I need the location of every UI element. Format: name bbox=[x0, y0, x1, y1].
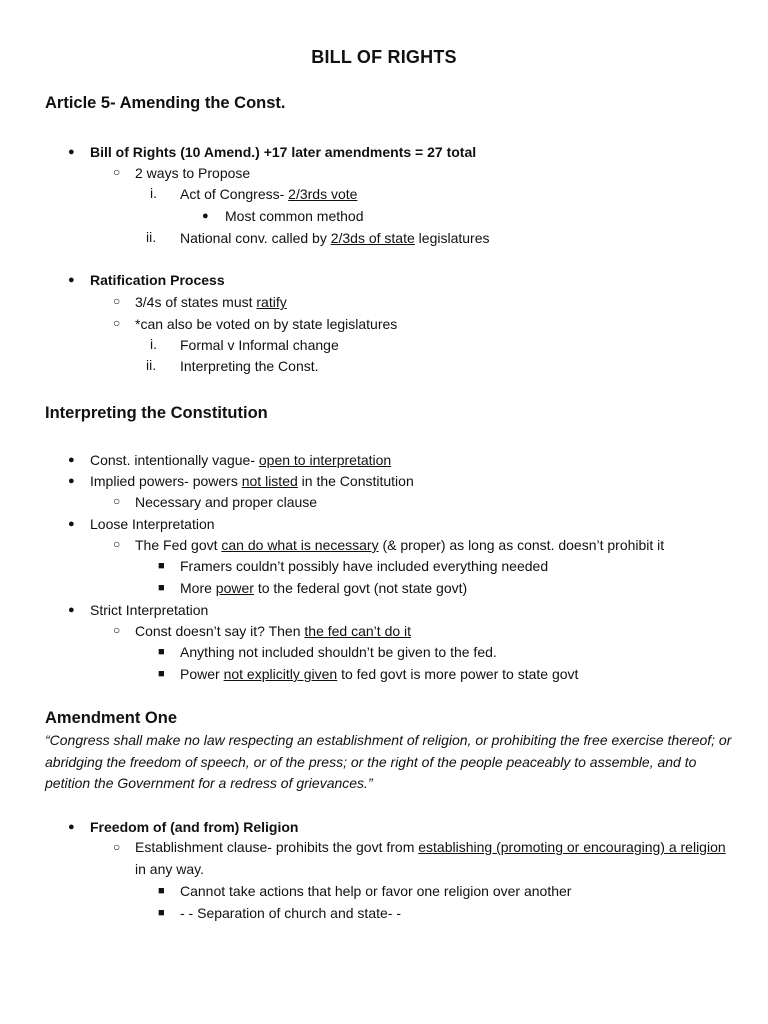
text-segment: to fed govt is more power to state govt bbox=[337, 666, 579, 682]
square-bullet: ■ bbox=[158, 582, 165, 594]
text-segment: Establishment clause- prohibits the govt from bbox=[135, 839, 419, 855]
section-heading-article-5: Article 5- Amending the Const. bbox=[45, 94, 286, 112]
list-item bbox=[90, 472, 414, 490]
circle-bullet: ○ bbox=[113, 537, 121, 551]
text-segment: National conv. called by bbox=[180, 230, 331, 246]
circle-bullet: ○ bbox=[113, 840, 121, 854]
roman-numeral: i. bbox=[150, 185, 157, 201]
underlined-text: not explicitly given bbox=[223, 666, 338, 682]
document-title: BILL OF RIGHTS bbox=[311, 47, 457, 67]
list-item: Formal v Informal change bbox=[180, 337, 339, 353]
text-segment: Const. intentionally vague- bbox=[90, 452, 259, 468]
circle-bullet: ○ bbox=[113, 294, 121, 308]
list-item bbox=[180, 185, 357, 203]
disc-bullet: ● bbox=[68, 454, 75, 466]
amendment-quote: “Congress shall make no law respecting an establishment of religion, or prohibiting the free exercise thereof; or abridging the freedom of speech, or of the press; or the right of the people peaceably to assemble, and to petition the Government for a redress of grievances.” bbox=[45, 732, 732, 791]
text-segment: in the Constitution bbox=[297, 473, 414, 489]
section-heading-amendment-one: Amendment One bbox=[45, 709, 178, 727]
text-segment: legislatures bbox=[414, 230, 490, 246]
circle-bullet: ○ bbox=[113, 316, 121, 330]
roman-numeral: i. bbox=[150, 336, 157, 352]
underlined-text: not listed bbox=[241, 473, 298, 489]
square-bullet: ■ bbox=[158, 560, 165, 572]
circle-bullet: ○ bbox=[113, 623, 121, 637]
list-item: Cannot take actions that help or favor one religion over another bbox=[180, 883, 572, 899]
disc-bullet: ● bbox=[202, 210, 209, 222]
square-bullet: ■ bbox=[158, 907, 165, 919]
list-item: Interpreting the Const. bbox=[180, 358, 319, 374]
text-segment: Const doesn’t say it? Then bbox=[135, 623, 305, 639]
list-item: Loose Interpretation bbox=[90, 516, 215, 532]
square-bullet: ■ bbox=[158, 646, 165, 658]
list-item: 2 ways to Propose bbox=[135, 165, 251, 181]
list-item bbox=[135, 837, 735, 880]
list-item bbox=[180, 229, 489, 247]
list-item bbox=[135, 536, 664, 554]
list-item: Most common method bbox=[225, 208, 364, 224]
text-segment: to the federal govt (not state govt) bbox=[253, 580, 468, 596]
text-segment: 3/4s of states must bbox=[135, 294, 257, 310]
list-item: *can also be voted on by state legislatures bbox=[135, 316, 398, 332]
list-item bbox=[90, 451, 391, 469]
list-item: Necessary and proper clause bbox=[135, 494, 318, 510]
disc-bullet: ● bbox=[68, 518, 75, 530]
list-item: - - Separation of church and state- - bbox=[180, 905, 401, 921]
list-item: Bill of Rights (10 Amend.) +17 later amendments = 27 total bbox=[90, 144, 477, 160]
underlined-text: 2/3rds vote bbox=[288, 186, 358, 202]
disc-bullet: ● bbox=[68, 146, 75, 158]
roman-numeral: ii. bbox=[146, 229, 157, 245]
disc-bullet: ● bbox=[68, 475, 75, 487]
list-item: Anything not included shouldn’t be given to the fed. bbox=[180, 644, 497, 660]
square-bullet: ■ bbox=[158, 885, 165, 897]
list-item bbox=[180, 665, 578, 683]
section-heading-interpreting: Interpreting the Constitution bbox=[45, 404, 268, 422]
text-segment: Act of Congress- bbox=[180, 186, 289, 202]
square-bullet: ■ bbox=[158, 668, 165, 680]
list-item bbox=[135, 622, 411, 640]
underlined-text: establishing (promoting or encouraging) a religion bbox=[418, 839, 726, 855]
underlined-text: open to interpretation bbox=[258, 452, 392, 468]
disc-bullet: ● bbox=[68, 604, 75, 616]
text-segment: Implied powers- powers bbox=[90, 473, 242, 489]
text-segment: The Fed govt bbox=[135, 537, 222, 553]
text-segment: (& proper) as long as const. doesn’t prohibit it bbox=[378, 537, 665, 553]
underlined-text: ratify bbox=[256, 294, 287, 310]
roman-numeral: ii. bbox=[146, 357, 157, 373]
list-item: Freedom of (and from) Religion bbox=[90, 819, 299, 835]
list-item: Strict Interpretation bbox=[90, 602, 209, 618]
text-segment: More bbox=[180, 580, 216, 596]
text-segment: Power bbox=[180, 666, 224, 682]
underlined-text: can do what is necessary bbox=[221, 537, 379, 553]
disc-bullet: ● bbox=[68, 274, 75, 286]
list-item bbox=[180, 579, 467, 597]
list-item bbox=[135, 293, 287, 311]
underlined-text: power bbox=[215, 580, 254, 596]
circle-bullet: ○ bbox=[113, 494, 121, 508]
text-segment: in any way. bbox=[135, 860, 204, 877]
underlined-text: 2/3ds of state bbox=[330, 230, 415, 246]
list-item: Ratification Process bbox=[90, 272, 225, 288]
circle-bullet: ○ bbox=[113, 165, 121, 179]
disc-bullet: ● bbox=[68, 821, 75, 833]
underlined-text: the fed can’t do it bbox=[304, 623, 412, 639]
list-item: Framers couldn’t possibly have included everything needed bbox=[180, 558, 549, 574]
